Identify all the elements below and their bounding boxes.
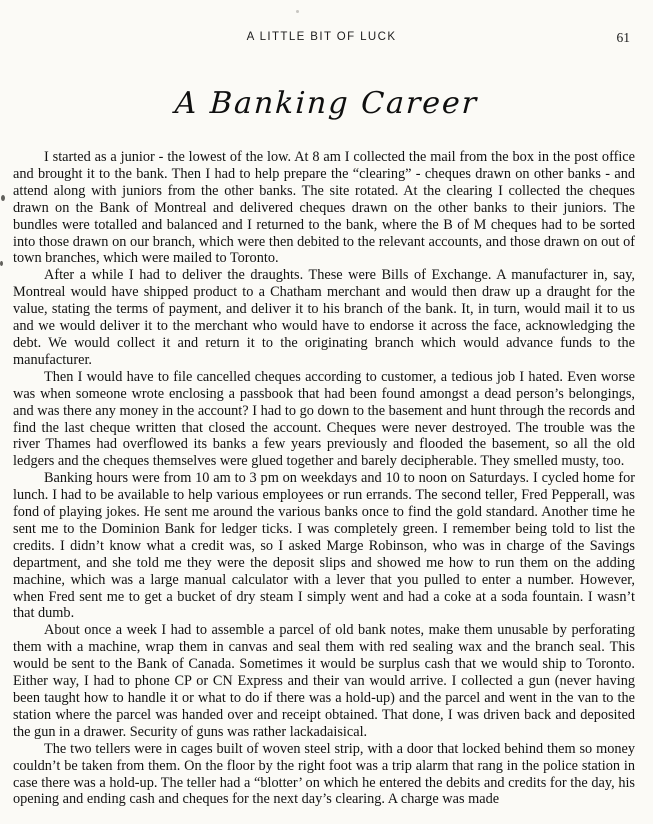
chapter-title: A Banking Career [173, 86, 480, 121]
scan-speck [296, 10, 299, 13]
page-header [13, 30, 630, 48]
paragraph-1: I started as a junior - the lowest of the low. At 8 am I collected the mail from the box in the post office and brought it to the bank. Then I had to help prepare the “clearing” - cheques drawn on other banks - and attend along with juniors from the other banks. The site rotated. At the clearing I collected the cheques drawn on the Bank of Montreal and delivered cheques drawn on the other banks to their juniors. The bundles were totalled and balanced and I returned to the bank, where the B of M cheques had to be sorted into those drawn on our branch, which were then debited to the relevant accounts, and those drawn on out of town branches, which were mailed to Toronto. [13, 149, 635, 267]
paragraph-4: Banking hours were from 10 am to 3 pm on weekdays and 10 to noon on Saturdays. I cycled home for lunch. I had to be available to help various employees or run errands. The second teller, Fred Pepperall, was fond of playing jokes. He sent me around the various banks once to find the gold standard. Another time he sent me to the Dominion Bank for ledger ticks. I was completely green. I remember being told to list the credits. I didn’t know what a credit was, so I asked Marge Robinson, who was in charge of the Savings department, and she told me they were the deposit slips and showed me how to run them on the adding machine, which was a large manual calculator with a lever that you pulled to enter a number. However, when Fred sent me to get a bucket of dry steam I simply went and had a coke at a soda fountain. I wasn’t that dumb. [13, 470, 635, 622]
paragraph-5: About once a week I had to assemble a parcel of old bank notes, make them unusable by perforating them with a machine, wrap them in canvas and seal them with red sealing wax and the branch seal. This would be sent to the Bank of Canada. Sometimes it would be surplus cash that we would ship to Toronto. Either way, I had to phone CP or CN Express and their van would arrive. I collected a gun (never having been taught how to handle it or what to do if there was a hold-up) and the parcel and went in the van to the station where the parcel was handed over and receipt obtained. That done, I was driven back and deposited the gun in a drawer. Security of guns was rather lackadaisical. [13, 622, 635, 740]
paragraph-3: Then I would have to file cancelled cheques according to customer, a tedious job I hated. Even worse was when someone wrote enclosing a passbook that had been found amongst a dead person’s belongings, and was there any money in the account? I had to go down to the basement and hunt through the records and find the last cheque written that closed the account. Cheques were never destroyed. The trouble was the river Thames had overflowed its banks a few years previously and flooded the basement, so all the old ledgers and the cheques themselves were glued together and barely decipherable. They smelled musty, too. [13, 368, 635, 470]
scan-speck [0, 261, 3, 266]
running-head: A LITTLE BIT OF LUCK [246, 31, 397, 43]
paragraph-2: After a while I had to deliver the draughts. These were Bills of Exchange. A manufacturer in, say, Montreal would have shipped product to a Chatham merchant and would then draw up a draught for the value, stating the terms of payment, and deliver it to his branch of the bank. It, in turn, would mail it to us and we would deliver it to the merchant who would have to endorse it across the face, acknowledging the debt. We would collect it and return it to the originating branch which would advance funds to the manufacturer. [13, 267, 635, 368]
body-text [13, 149, 635, 808]
paragraph-6: The two tellers were in cages built of woven steel strip, with a door that locked behind them so money couldn’t be taken from them. On the floor by the right foot was a trip alarm that rang in the police station in case there was a hold-up. The teller had a “blotter’ on which he entered the debits and credits for the day, his opening and ending cash and cheques for the next day’s clearing. A charge was made [13, 740, 635, 808]
page-number: 61 [616, 30, 630, 45]
scan-speck [1, 195, 5, 201]
